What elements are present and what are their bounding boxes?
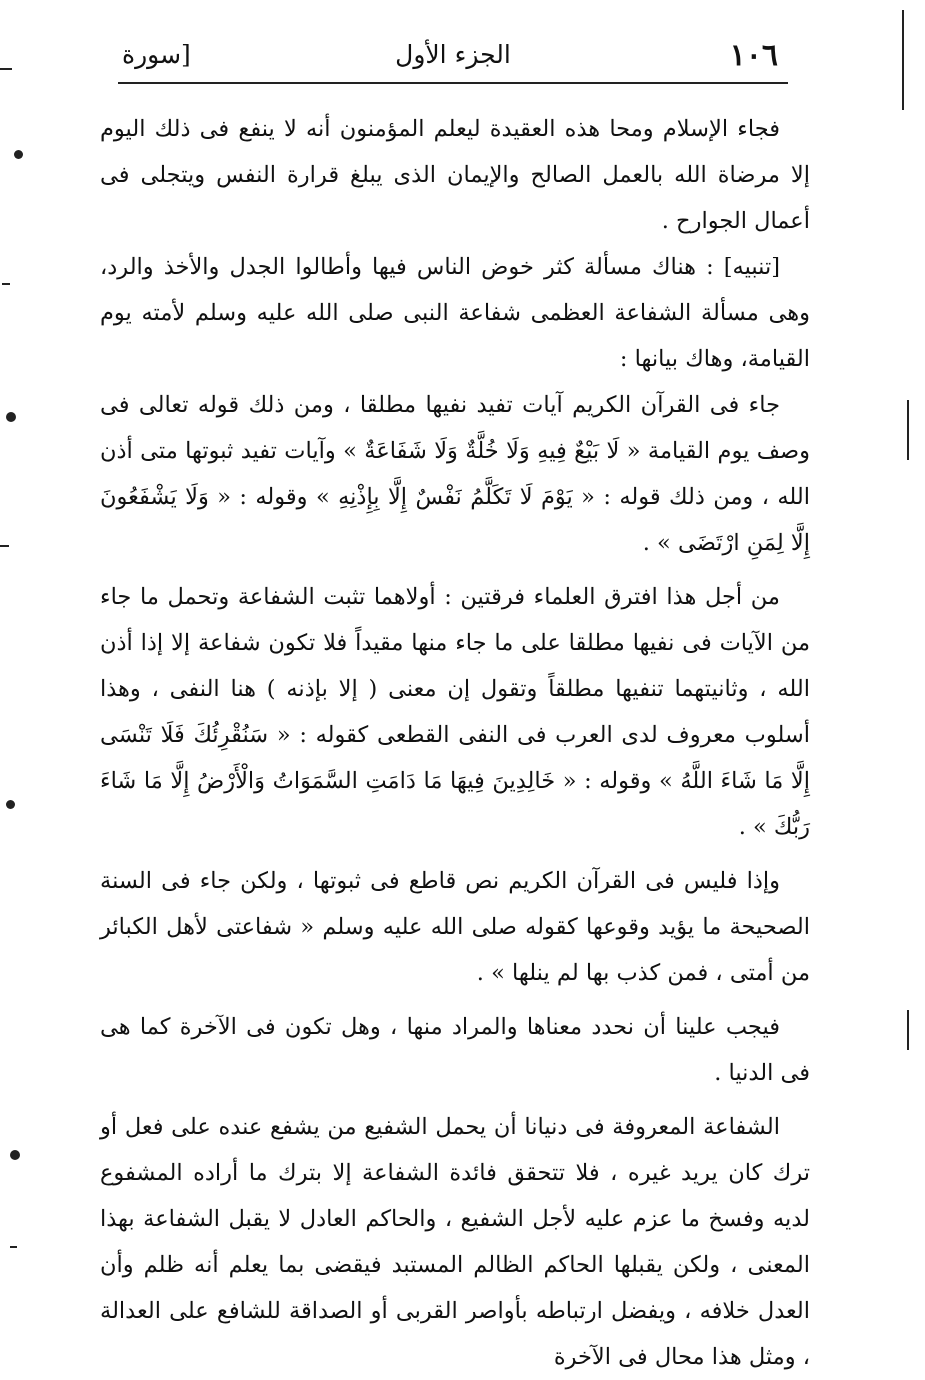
- paragraph-7: الشفاعة المعروفة فى دنيانا أن يحمل الشفيع من يشفع عنده على فعل أو ترك كان يريد غيره ، فلا تتحقق فائدة الشفاعة إلا بترك ما أراده المشفوع لديه وفسخ ما عزم عليه لأجل الشفيع ، والحاكم العادل لا يقبل الشفاعة بهذا المعنى ، ولكن يقبلها الحاكم الظالم المستبد فيقضى بما يعلم أنه ظلم وأن العدل خلافه ، ويفضل ارتباطه بأواصر القربى أو الصداقة للشافع على العدالة ، ومثل هذا محال فى الآخرة: [100, 1114, 810, 1370]
- paragraph-2: [تنبيه] : هناك مسألة كثر خوض الناس فيها وأطالوا الجدل والأخذ والرد، وهى مسألة الشفاعة العظمى شفاعة النبى صلى الله عليه وسلم لأمته يوم القيامة، وهاك بيانها :: [100, 254, 810, 372]
- paragraph-4: من أجل هذا افترق العلماء فرقتين : أولاهما تثبت الشفاعة وتحمل ما جاء من الآيات فى نفيها مطلقا على ما جاء منها مقيداً فلا تكون شفاعة إلا إذا أذن الله ، وثانيتهما تنفيها مطلقاً وتقول إن معنى ( إلا بإذنه ) هنا النفى ، وهذا أسلوب معروف لدى العرب فى النفى القطعى كقوله : « سَنُقْرِئُكَ فَلَا تَنْسَى إِلَّا مَا شَاءَ اللَّهُ » وقوله : « خَالِدِينَ فِيهَا مَا دَامَتِ السَّمَوَاتُ وَالْأَرْضُ إِلَّا مَا شَاءَ رَبُّكَ » .: [100, 584, 810, 840]
- scan-mark: [10, 1246, 17, 1248]
- body-text: [100, 106, 810, 1380]
- scan-mark: [10, 1150, 20, 1160]
- scan-mark: [2, 283, 10, 285]
- page-header: [118, 30, 788, 80]
- scan-mark: [902, 10, 904, 110]
- paragraph-6: فيجب علينا أن نحدد معناها والمراد منها ، وهل تكون فى الآخرة كما هى فى الدنيا .: [100, 1014, 810, 1086]
- scan-mark: [0, 68, 12, 70]
- page-number: ١٠٦: [729, 38, 778, 73]
- paragraph-5: وإذا فليس فى القرآن الكريم نص قاطع فى ثبوتها ، ولكن جاء فى السنة الصحيحة ما يؤيد وقوعها كقوله صلى الله عليه وسلم « شفاعتى لأهل الكبائر من أمتى ، فمن كذب بها لم ينلها » .: [100, 868, 810, 986]
- scan-mark: [907, 1010, 909, 1050]
- scan-mark: [6, 412, 16, 422]
- header-rule: [118, 82, 788, 84]
- scan-mark: [6, 800, 15, 809]
- scan-mark: [0, 545, 9, 547]
- paragraph-1: فجاء الإسلام ومحا هذه العقيدة ليعلم المؤمنون أنه لا ينفع فى ذلك اليوم إلا مرضاة الله بالعمل الصالح والإيمان الذى يبلغ قرارة النفس ويتجلى فى أعمال الجوارح .: [100, 116, 810, 234]
- scan-mark: [14, 150, 23, 159]
- paragraph-3: جاء فى القرآن الكريم آيات تفيد نفيها مطلقا ، ومن ذلك قوله تعالى فى وصف يوم القيامة « لَا بَيْعٌ فِيهِ وَلَا خُلَّةٌ وَلَا شَفَاعَةٌ » وآيات تفيد ثبوتها متى أذن الله ، ومن ذلك قوله : « يَوْمَ لَا تَكَلَّمُ نَفْسٌ إِلَّا بِإِذْنِهِ » وقوله : « وَلَا يَشْفَعُونَ إِلَّا لِمَنِ ارْتَضَى » .: [100, 392, 810, 556]
- scan-mark: [907, 400, 909, 460]
- surah-label: [سورة: [122, 40, 191, 69]
- running-title: الجزء الأول: [395, 40, 511, 69]
